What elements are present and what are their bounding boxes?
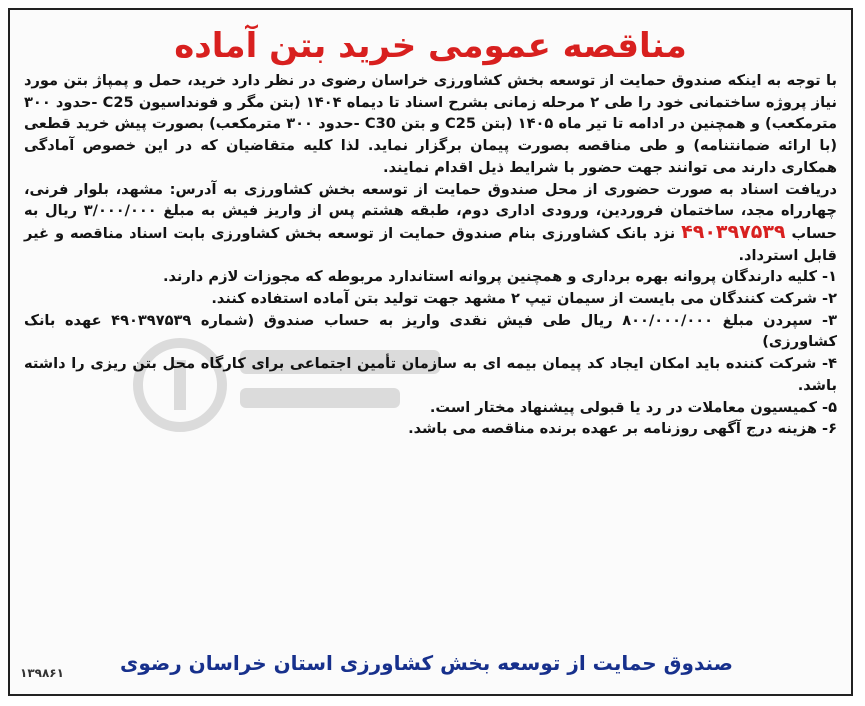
receipt-text-before: دریافت اسناد به صورت حضوری از محل صندوق حمایت از توسعه بخش کشاورزی به آدرس: مشهد، بلوار فرنی، چهارراه مجد، ساختمان فروردین، ورودی اداری دوم، طبقه هشتم پس از واریز فیش به مبلغ ۳/۰۰۰/۰۰۰ ریال به حساب xyxy=(24,180,837,242)
receipt-text-after: نزد بانک کشاورزی بنام صندوق حمایت از توسعه بخش کشاورزی بابت اسناد مناقصه و غیر قابل استرداد. xyxy=(24,224,837,264)
condition-item-4: ۴- شرکت کننده باید امکان ایجاد کد پیمان بیمه ای به سازمان تأمین اجتماعی برای کارگاه محل بتن ریزی را داشته باشد. xyxy=(24,355,837,394)
condition-item-3: ۳- سپردن مبلغ ۸۰۰/۰۰۰/۰۰۰ ریال طی فیش نقدی واریز به حساب صندوق (شماره ۴۹۰۳۹۷۵۳۹ عهده بانک کشاورزی) xyxy=(24,311,837,351)
notice-body xyxy=(10,70,851,440)
condition-item-6: ۶- هزینه درج آگهی روزنامه بر عهده برنده مناقصه می باشد. xyxy=(408,420,837,438)
condition-item-1: ۱- کلیه دارندگان پروانه بهره برداری و همچنین پروانه استاندارد مربوطه که مجوزات لازم دارند. xyxy=(162,268,837,286)
notice-title: مناقصه عمومی خرید بتن آماده xyxy=(174,26,687,66)
condition-item-2: ۲- شرکت کنندگان می بایست از سیمان تیپ ۲ مشهد جهت تولید بتن آماده استفاده کنند. xyxy=(211,290,837,308)
condition-item-5: ۵- کمیسیون معاملات در رد یا قبولی پیشنهاد مختار است. xyxy=(429,398,837,416)
account-number: ۴۹۰۳۹۷۵۳۹ xyxy=(681,220,786,243)
reference-number: ۱۳۹۸۶۱ xyxy=(20,666,64,680)
intro-paragraph: با توجه به اینکه صندوق حمایت از توسعه بخش کشاورزی خراسان رضوی در نظر دارد خرید، حمل و پمپاژ بتن مورد نیاز پروژه ساختمانی خود را طی ۲ مرحله زمانی بشرح اسناد تا دیماه ۱۴۰۴ (بتن مگر و فونداسیون C25 -حدود ۳۰۰ مترمکعب) و همچنین در ادامه تا تیر ماه ۱۴۰۵ (بتن C25 و بتن C30 -حدود ۳۰۰ مترمکعب) بصورت پیش خرید قطعی (با ارائه ضمانتنامه) و طی مناقصه بصورت پیمان برگزار نماید. لذا کلیه متقاضیان که در این خصوص آمادگی همکاری دارند می توانند جهت حضور با شرایط ذیل اقدام نمایند. xyxy=(24,72,838,176)
tender-notice xyxy=(8,8,853,696)
document-receipt-paragraph xyxy=(24,179,837,267)
notice-footer xyxy=(10,642,851,682)
organization-name: صندوق حمایت از توسعه بخش کشاورزی استان خراسان رضوی xyxy=(120,651,733,675)
